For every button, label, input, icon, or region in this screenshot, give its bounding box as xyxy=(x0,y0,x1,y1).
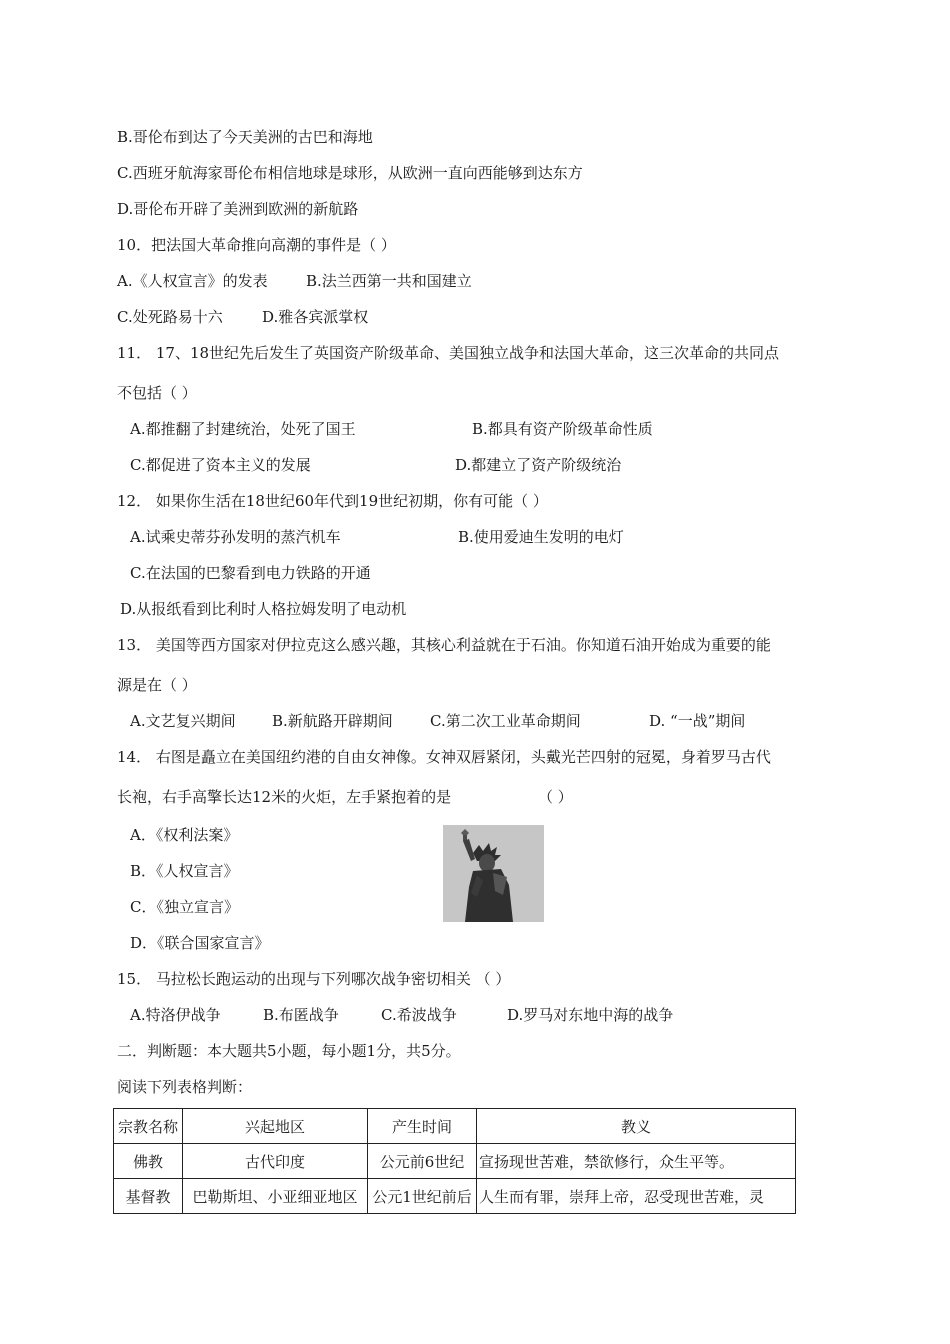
cell-region: 巴勒斯坦、小亚细亚地区 xyxy=(183,1179,368,1214)
q14-option-a: A．《权利法案》 xyxy=(130,826,239,844)
q9-option-d: D.哥伦布开辟了美洲到欧洲的新航路 xyxy=(117,200,359,218)
header-religion-name: 宗教名称 xyxy=(114,1109,183,1144)
q10-option-a: A.《人权宣言》的发表 xyxy=(117,272,268,290)
q13-option-d: D. “一战”期间 xyxy=(649,712,746,730)
q12-option-a: A.试乘史蒂芬孙发明的蒸汽机车 xyxy=(130,528,341,546)
q14-option-b: B．《人权宣言》 xyxy=(130,862,239,880)
statue-silhouette xyxy=(443,825,544,922)
q9-option-c: C.西班牙航海家哥伦布相信地球是球形，从欧洲一直向西能够到达东方 xyxy=(117,164,583,182)
cell-religion: 佛教 xyxy=(114,1144,183,1179)
q14-stem-line1: 14． 右图是矗立在美国纽约港的自由女神像。女神双唇紧闭，头戴光芒四射的冠冕，身着罗马古代 xyxy=(117,748,771,766)
q11-option-c: C.都促进了资本主义的发展 xyxy=(130,456,311,474)
header-region: 兴起地区 xyxy=(183,1109,368,1144)
q11-option-d: D.都建立了资产阶级统治 xyxy=(455,456,622,474)
section-heading: 二．判断题：本大题共5小题，每小题1分，共5分。 xyxy=(117,1042,461,1060)
q13-stem-line1: 13． 美国等西方国家对伊拉克这么感兴趣，其核心利益就在于石油。你知道石油开始成为重要的能 xyxy=(117,636,771,654)
cell-religion: 基督教 xyxy=(114,1179,183,1214)
q10-option-c: C.处死路易十六 xyxy=(117,308,223,326)
q11-stem-line2: 不包括（ ） xyxy=(117,384,197,402)
q15-option-d: D.罗马对东地中海的战争 xyxy=(507,1006,674,1024)
cell-doctrine: 宣扬现世苦难，禁欲修行，众生平等。 xyxy=(477,1144,796,1179)
q14-option-d: D．《联合国家宣言》 xyxy=(130,934,270,952)
q11-option-a: A.都推翻了封建统治，处死了国王 xyxy=(130,420,356,438)
q15-option-a: A.特洛伊战争 xyxy=(130,1006,221,1024)
q15-option-b: B.布匿战争 xyxy=(263,1006,339,1024)
cell-doctrine: 人生而有罪，崇拜上帝，忍受现世苦难，灵 xyxy=(477,1179,796,1214)
q12-stem: 12． 如果你生活在18世纪60年代到19世纪初期，你有可能（ ） xyxy=(117,492,548,510)
q12-option-d: D.从报纸看到比利时人格拉姆发明了电动机 xyxy=(120,600,407,618)
q15-option-c: C.希波战争 xyxy=(381,1006,457,1024)
q14-answer-paren: （ ） xyxy=(538,788,573,806)
q14-stem-line2: 长袍，右手高擎长达12米的火炬，左手紧抱着的是 xyxy=(117,788,452,806)
header-time: 产生时间 xyxy=(368,1109,477,1144)
header-doctrine: 教义 xyxy=(477,1109,796,1144)
cell-region: 古代印度 xyxy=(183,1144,368,1179)
q10-option-b: B.法兰西第一共和国建立 xyxy=(306,272,472,290)
q9-option-b: B.哥伦布到达了今天美洲的古巴和海地 xyxy=(117,128,373,146)
q11-stem-line1: 11． 17、18世纪先后发生了英国资产阶级革命、美国独立战争和法国大革命，这三次革命的共同点 xyxy=(117,344,780,362)
q14-option-c: C．《独立宣言》 xyxy=(130,898,239,916)
q13-stem-line2: 源是在（ ） xyxy=(117,676,197,694)
q12-option-b: B.使用爱迪生发明的电灯 xyxy=(458,528,624,546)
q15-stem: 15． 马拉松长跑运动的出现与下列哪次战争密切相关 （ ） xyxy=(117,970,511,988)
q11-option-b: B.都具有资产阶级革命性质 xyxy=(472,420,653,438)
q10-option-d: D.雅各宾派掌权 xyxy=(262,308,369,326)
table-intro: 阅读下列表格判断： xyxy=(117,1078,253,1096)
q12-option-c: C.在法国的巴黎看到电力铁路的开通 xyxy=(130,564,371,582)
cell-time: 公元1世纪前后 xyxy=(368,1179,477,1214)
q13-option-b: B.新航路开辟期间 xyxy=(272,712,393,730)
religion-table xyxy=(113,1108,796,1214)
q10-stem: 10．把法国大革命推向高潮的事件是（ ） xyxy=(117,236,396,254)
statue-of-liberty-image xyxy=(443,825,544,922)
cell-time: 公元前6世纪 xyxy=(368,1144,477,1179)
q13-option-a: A.文艺复兴期间 xyxy=(130,712,236,730)
q13-option-c: C.第二次工业革命期间 xyxy=(430,712,581,730)
table-header-row xyxy=(114,1109,796,1144)
table-row xyxy=(114,1144,796,1179)
table-row xyxy=(114,1179,796,1214)
